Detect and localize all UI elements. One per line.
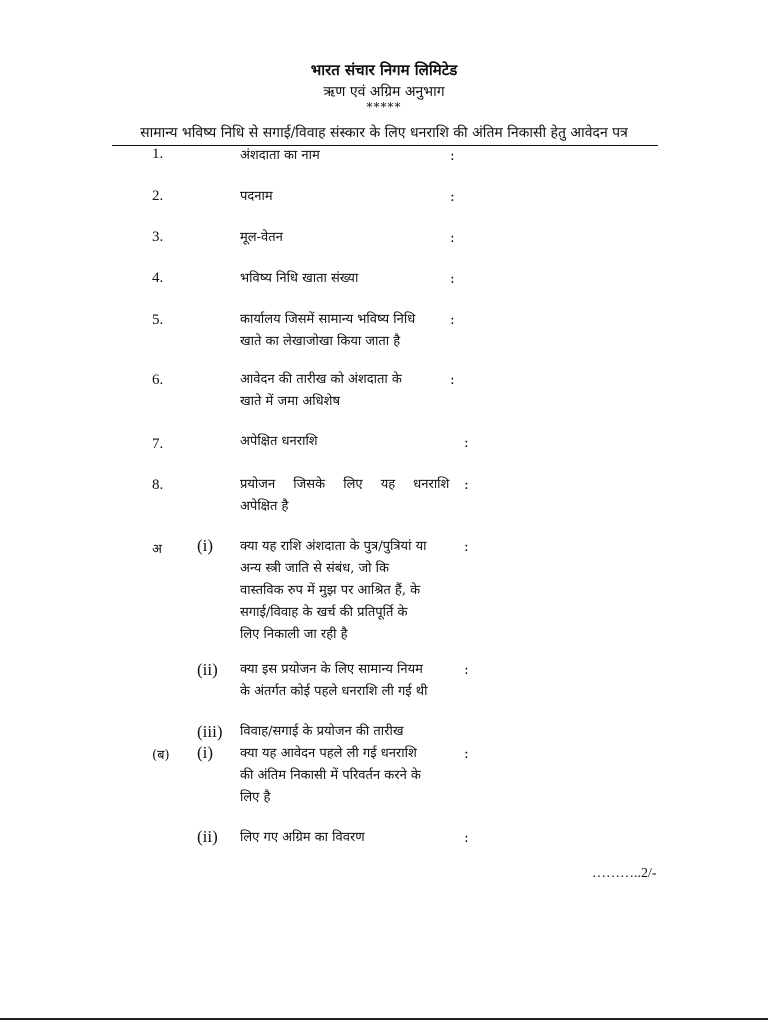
colon: :: [450, 372, 455, 388]
item-number: 5.: [152, 312, 164, 328]
item-label-pf-account-number: भविष्य निधि खाता संख्या: [240, 271, 359, 286]
sub-item-label-advance-details: लिए गए अग्रिम का विवरण: [240, 830, 365, 845]
section-a-marker: अ: [152, 542, 162, 557]
sub-item-number: (ii): [197, 827, 218, 846]
sub-item-label-marriage-date: विवाह/सगाई के प्रयोजन की तारीख: [240, 724, 404, 739]
scan-edge-line: [0, 1018, 768, 1020]
item-number: 2.: [152, 188, 164, 204]
colon: :: [464, 477, 469, 493]
item-number: 4.: [152, 270, 164, 286]
colon: :: [450, 230, 455, 246]
item-label-designation: पदनाम: [240, 189, 273, 204]
sub-item-label-conversion: [240, 743, 453, 809]
label-line: प्रयोजन जिसके लिए यह धनराशि: [240, 477, 450, 492]
colon: :: [450, 271, 455, 287]
item-number: 3.: [152, 229, 164, 245]
organization-title: भारत संचार निगम लिमिटेड: [310, 61, 458, 79]
item-label-basic-pay: मूल-वेतन: [240, 230, 283, 245]
label-line: आवेदन की तारीख को अंशदाता के: [240, 372, 402, 387]
colon: :: [464, 435, 469, 451]
section-b-marker: (ब): [152, 748, 170, 763]
label-line: सगाई/विवाह के खर्च की प्रतिपूर्ति के: [240, 605, 408, 620]
label-line: वास्तविक रुप में मुझ पर आश्रित हैं, के: [240, 583, 421, 598]
sub-item-number: (i): [197, 743, 214, 762]
label-line: क्या यह राशि अंशदाता के पुत्र/पुत्रियां या: [240, 539, 427, 554]
item-number: 8.: [152, 477, 164, 493]
sub-item-number: (ii): [197, 660, 218, 679]
colon: :: [464, 830, 469, 846]
sub-item-label-dependent-marriage: [240, 536, 453, 646]
item-label-balance-on-application-date: [240, 369, 453, 413]
section-title: ऋण एवं अग्रिम अनुभाग: [323, 84, 445, 100]
label-line: की अंतिम निकासी में परिवर्तन करने के: [240, 768, 421, 783]
item-label-office-accounts: [240, 309, 453, 353]
sub-item-label-previous-withdrawal: [240, 659, 453, 703]
label-line: लिए निकाली जा रही है: [240, 627, 348, 642]
label-line: खाते में जमा अधिशेष: [240, 394, 341, 409]
label-line: लिए है: [240, 790, 271, 805]
colon: :: [450, 312, 455, 328]
label-line: खाते का लेखाजोखा किया जाता है: [240, 334, 401, 349]
label-line: के अंतर्गत कोई पहले धनराशि ली गई थी: [240, 684, 428, 699]
item-label-amount-required: अपेक्षित धनराशि: [240, 434, 318, 449]
item-number: 1.: [152, 146, 164, 162]
form-title: सामान्य भविष्य निधि से सगाई/विवाह संस्कार के लिए धनराशि की अंतिम निकासी हेतु आवेदन पत्र: [140, 125, 628, 141]
sub-item-number: (iii): [197, 722, 223, 741]
label-line: कार्यालय जिसमें सामान्य भविष्य निधि: [240, 312, 416, 327]
label-line: अन्य स्त्री जाति से संबंध, जो कि: [240, 561, 389, 576]
colon: :: [464, 539, 469, 555]
sub-item-number: (i): [197, 536, 214, 555]
item-number: 6.: [152, 372, 164, 388]
stars-divider: *****: [366, 100, 402, 114]
page-continuation: ………..2/-: [592, 866, 657, 881]
colon: :: [450, 189, 455, 205]
colon: :: [464, 746, 469, 762]
label-line: क्या यह आवेदन पहले ली गई धनराशि: [240, 746, 417, 761]
item-number: 7.: [152, 436, 164, 452]
label-line: क्या इस प्रयोजन के लिए सामान्य नियम: [240, 662, 423, 677]
label-line: अपेक्षित है: [240, 499, 289, 514]
colon: :: [464, 662, 469, 678]
colon: :: [450, 148, 455, 164]
item-label-purpose: [240, 474, 453, 518]
item-label-contributor-name: अंशदाता का नाम: [240, 148, 320, 163]
